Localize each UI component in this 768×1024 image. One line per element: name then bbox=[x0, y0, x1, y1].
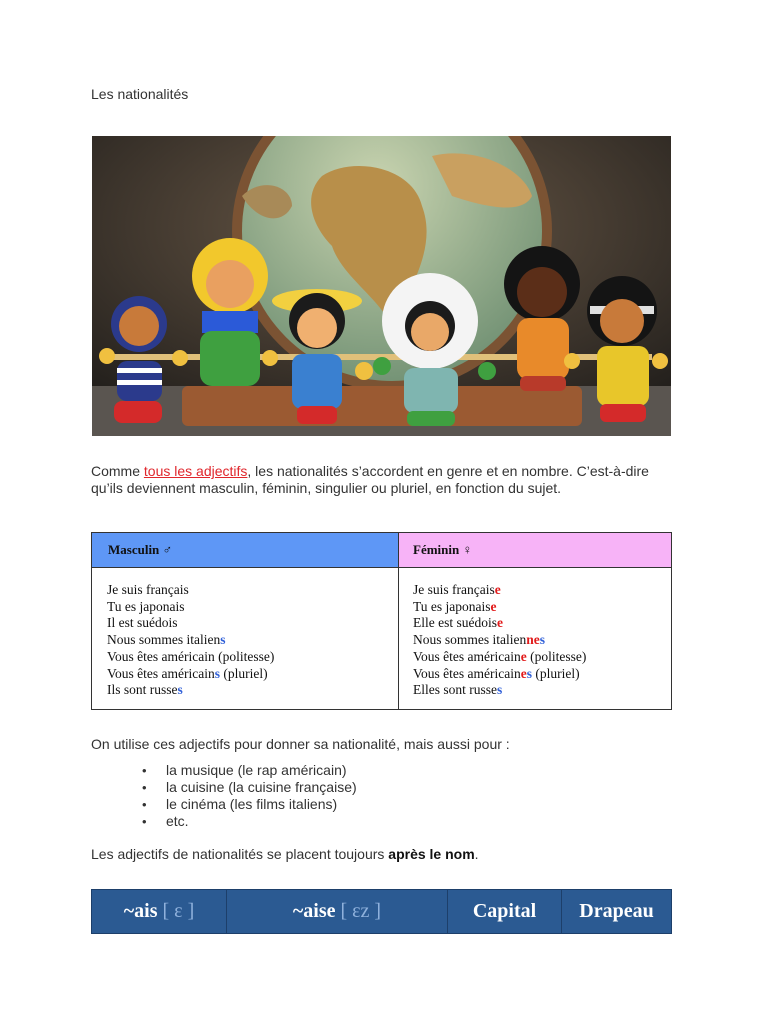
masc-line: Il est suédois bbox=[107, 615, 178, 631]
masc-line: Vous êtes américain (politesse) bbox=[107, 648, 275, 664]
photo-illustration bbox=[92, 136, 671, 436]
conjugation-table bbox=[91, 532, 672, 710]
header-capital: Capital bbox=[448, 890, 562, 934]
list-item: • etc. bbox=[126, 813, 357, 830]
fem-line: Tu es japonaise bbox=[413, 598, 497, 614]
header-ais: ~ais [ ɛ ] bbox=[92, 890, 227, 934]
masc-line: Vous êtes américains (pluriel) bbox=[107, 665, 268, 681]
usage-list bbox=[126, 762, 357, 830]
fem-line: Elles sont russes bbox=[413, 682, 503, 698]
masc-line: Nous sommes italiens bbox=[107, 632, 226, 648]
intro-text-after: , les nationalités s’accordent en genre et en nombre. C’est-à-dire qu’ils deviennent masculin, féminin, singulier ou pluriel, en fonction du sujet. bbox=[91, 463, 649, 496]
masc-line: Je suis français bbox=[107, 582, 189, 597]
fem-line: Nous sommes italiennes bbox=[413, 632, 546, 648]
doll-2 bbox=[192, 238, 268, 386]
photo-globe-dolls bbox=[92, 136, 671, 436]
feminine-header: Féminin ♀ bbox=[399, 533, 672, 568]
endings-header-table bbox=[91, 889, 672, 934]
intro-paragraph bbox=[91, 463, 681, 497]
feminine-examples bbox=[399, 568, 672, 710]
header-aise: ~aise [ ɛz ] bbox=[227, 890, 448, 934]
page-title: Les nationalités bbox=[91, 86, 189, 102]
placement-rule: Les adjectifs de nationalités se placent toujours après le nom. bbox=[91, 846, 479, 862]
rule-emphasis: après le nom bbox=[388, 846, 475, 862]
fem-line: Vous êtes américaines (pluriel) bbox=[413, 665, 580, 681]
masc-line: Ils sont russes bbox=[107, 682, 183, 698]
masculine-examples bbox=[92, 568, 399, 710]
usage-intro: On utilise ces adjectifs pour donner sa nationalité, mais aussi pour : bbox=[91, 736, 510, 752]
list-item: • le cinéma (les films italiens) bbox=[126, 796, 357, 813]
intro-text-before: Comme bbox=[91, 463, 144, 479]
fem-line: Je suis française bbox=[413, 582, 501, 597]
list-item: • la cuisine (la cuisine française) bbox=[126, 779, 357, 796]
list-item: • la musique (le rap américain) bbox=[126, 762, 357, 779]
masc-line: Tu es japonais bbox=[107, 598, 185, 614]
fem-line: Elle est suédoise bbox=[413, 615, 503, 631]
masculine-header: Masculin ♂ bbox=[92, 533, 399, 568]
adjectives-link[interactable]: tous les adjectifs bbox=[143, 463, 248, 479]
wood-base bbox=[182, 386, 582, 426]
fem-line: Vous êtes américaine (politesse) bbox=[413, 648, 587, 664]
header-flag: Drapeau bbox=[562, 890, 672, 934]
